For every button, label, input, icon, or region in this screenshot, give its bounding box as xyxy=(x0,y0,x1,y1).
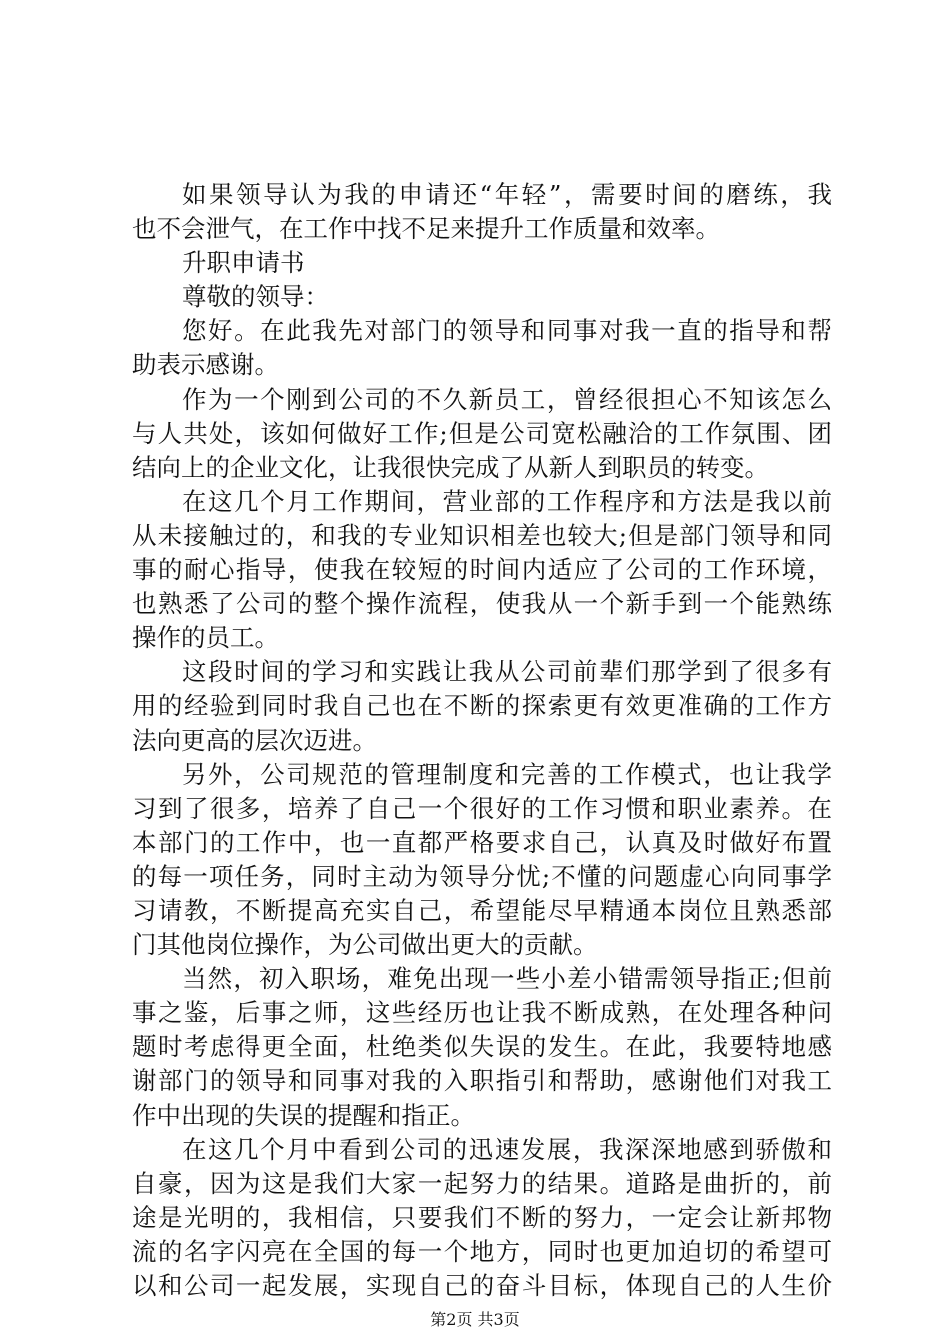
text-line: 如果领导认为我的申请还“年轻”，需要时间的磨练，我 xyxy=(182,180,832,209)
text-line: 事之鉴，后事之师，这些经历也让我不断成熟，在处理各种问 xyxy=(132,998,832,1028)
text-line: 您好。在此我先对部门的领导和同事对我一直的指导和帮 xyxy=(182,316,832,346)
text-line: 谢部门的领导和同事对我的入职指引和帮助，感谢他们对我工 xyxy=(132,1066,832,1096)
text-line: 习到了很多，培养了自己一个很好的工作习惯和职业素养。在 xyxy=(132,793,832,823)
text-line: 题时考虑得更全面，杜绝类似失误的发生。在此，我要特地感 xyxy=(132,1032,832,1062)
text-line: 升职申请书 xyxy=(182,248,305,278)
text-line: 门其他岗位操作，为公司做出更大的贡献。 xyxy=(132,930,598,960)
text-line: 作中出现的失误的提醒和指正。 xyxy=(132,1100,475,1130)
page-footer: 第2页 共3页 xyxy=(430,1310,520,1329)
text-line: 在这几个月工作期间，营业部的工作程序和方法是我以前 xyxy=(182,486,832,516)
text-line: 操作的员工。 xyxy=(132,623,279,653)
text-line: 习请教，不断提高充实自己，希望能尽早精通本岗位且熟悉部 xyxy=(132,895,832,925)
text-line: 的每一项任务，同时主动为领导分忧;不懂的问题虚心向同事学 xyxy=(132,861,832,891)
text-line: 作为一个刚到公司的不久新员工，曾经很担心不知该怎么 xyxy=(182,384,832,414)
text-line: 法向更高的层次迈进。 xyxy=(132,725,377,755)
text-line: 这段时间的学习和实践让我从公司前辈们那学到了很多有 xyxy=(182,657,832,687)
text-line: 流的名字闪亮在全国的每一个地方，同时也更加迫切的希望可 xyxy=(132,1236,832,1266)
text-line: 结向上的企业文化，让我很快完成了从新人到职员的转变。 xyxy=(132,452,769,482)
text-line: 当然，初入职场，难免出现一些小差小错需领导指正;但前 xyxy=(182,964,832,994)
text-line: 途是光明的，我相信，只要我们不断的努力，一定会让新邦物 xyxy=(132,1202,832,1232)
text-line: 也熟悉了公司的整个操作流程，使我从一个新手到一个能熟练 xyxy=(132,589,832,619)
text-line: 在这几个月中看到公司的迅速发展，我深深地感到骄傲和 xyxy=(182,1134,832,1164)
text-line: 本部门的工作中，也一直都严格要求自己，认真及时做好布置 xyxy=(132,827,832,857)
text-line: 另外，公司规范的管理制度和完善的工作模式，也让我学 xyxy=(182,759,832,789)
text-line: 与人共处，该如何做好工作;但是公司宽松融洽的工作氛围、团 xyxy=(132,418,832,448)
text-line: 自豪，因为这是我们大家一起努力的结果。道路是曲折的，前 xyxy=(132,1168,832,1198)
document-body xyxy=(132,178,832,1303)
text-line: 事的耐心指导，使我在较短的时间内适应了公司的工作环境， xyxy=(132,555,832,585)
text-line: 也不会泄气，在工作中找不足来提升工作质量和效率。 xyxy=(132,214,720,244)
text-line: 助表示感谢。 xyxy=(132,350,279,380)
text-line: 从未接触过的，和我的专业知识相差也较大;但是部门领导和同 xyxy=(132,520,832,550)
text-line: 用的经验到同时我自己也在不断的探索更有效更准确的工作方 xyxy=(132,691,832,721)
text-line: 尊敬的领导： xyxy=(182,282,329,312)
text-line: 以和公司一起发展，实现自己的奋斗目标，体现自己的人生价 xyxy=(132,1271,832,1300)
